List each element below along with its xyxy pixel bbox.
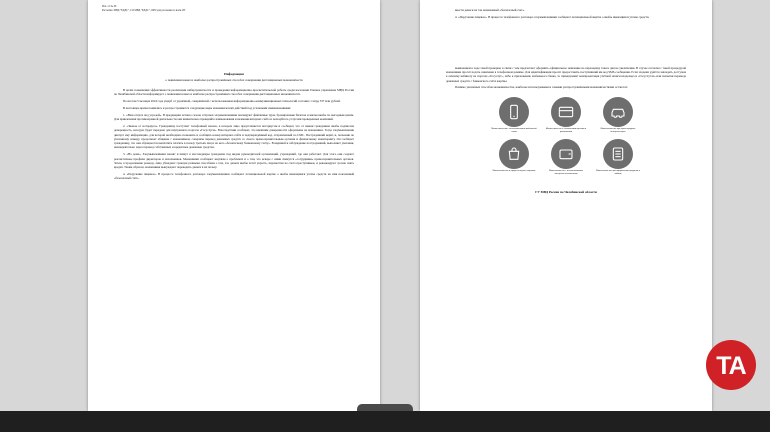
document-subtitle: о появлении новых и наиболее распространённых способах совершения дистанционных мошенничеств [165,77,303,82]
fraud-types-infographic [491,97,641,176]
paragraph: По итогам 5 месяцев 2024 года ущерб от удалённой, совершённой с использованием информационно-коммуникационных технологий составил 1 млрд 337 млн рублей. [123,99,341,104]
document-signature: ГУ МВД России по Челябинской области [535,189,597,194]
calculator-icon [603,139,633,169]
header-line-1: Исх. от № 00 [102,5,117,8]
bottom-bar [0,411,770,432]
paragraph: В настоящее время появились и распространяются следующие виды мошеннических действий под условными наименованиями: [123,105,291,110]
infographic-caption: Мошенничество при оформлении кредитов и займов [596,170,640,176]
infographic-item [595,97,641,134]
infographic-caption: Мошенничество с использованием электронных кошельков [549,170,583,176]
paragraph: выявлением в ходе такой проверки, в связи с чем предлагают оформить официальное заявление на переоценку такого дня не увеличения. В случае согласия с такой процедурой мошенники просят подать заявление в телефонном режиме. Для идентификации просят предоставить поступивший им код SMS-сообщения. Если злодеям удаётся завладеть доступом к личному кабинету на портале «Госуслуг», либо к приложению мобильного банка, то принадлежит компрометация учётной записи владельца и «Госуслугах» или попытки перевода денежных средств с банковского счёта жертвы. [446,65,686,83]
document-title: Информация [224,72,244,76]
page-header-stamp [102,5,366,13]
car-icon [603,97,633,127]
infographic-item [543,139,589,176]
watermark-text: TA [716,351,746,380]
paragraph: 4. «Поручение лицевое». В процессе телефонного разговора злоумышленники сообщают потенциальной жертве о якобы имеющимся утечке средств. [455,14,650,19]
paragraph: 3. «На дома». Злоумышленники звонят и пишут в мессенджеры гражданам под видом руководителей организаций, учреждений, где они работают. Для этого они создают реалистичные профили директоров и начальников. Мошенники сообщают жертвам о проблемах и о том, что вскоре с ними свяжутся «сотрудники» правоохранительных органов. Затем, в продолжение развода, лица убеждают граждан разными способами о том, что деньги якобы хотят украсть, переместив на счета преступников, и рекомендуют срочно взять кредит. Таким образом, мошенники вынуждают переводить деньги в их пользу. [114,152,354,170]
paragraph: В целях повышения эффективности реализации киберграмотности и проведения информационно-просветительской работы среди населения Главное управление МВД России по Челябинской области информирует о появлении новых и наиболее распространённых способах совершения дистанционных мошенничеств. [114,88,354,97]
paragraph: внести деньги на так называемый «безопасный счет». [455,8,525,12]
credit-card-icon [551,97,581,127]
infographic-item [543,97,589,134]
document-page-right[interactable] [420,0,712,411]
paragraph: 2. «Звонок от нотариуса». Гражданину поступает телефонный звонок, в котором лицо представляется нотариусом и сообщает, что от имени гражданина якобы подписана доверенность, которую будет передана для внутреннего портала «Госуслуги». Впоследствии сообщает, что внешним доверенности оформлены на мошенника. Тогда злоумышленник диктует ему информацию, для которой необходимо позвонить и сообщить номер интернет-сайта и подтверждённый код, отправленный по СМС. Пострадавший верит, и, позвонив по указанному номеру, продолжает общение с мошенником, совершая перевод денежных средств со своего правоохранительным органам и финансовому мониторингу. Он сообщает гражданину, что они обращаются выплатить платить в пользу третьих лиц и на него «безопасному банковскому счёту». В видимой и заблуждение пострадавший, выполняет указания, жизнедеятельно через перевод собственных и кредитные денежные средства. [114,123,354,150]
smartphone-icon [499,97,529,127]
shopping-bag-icon [499,139,529,169]
document-page-left[interactable] [88,0,380,411]
infographic-item [491,97,537,134]
infographic-caption: Мошенничество при купле-продаже автотранспорта [600,128,636,133]
header-line-2: Рассылка: МВД "ЕДДС", СО МВД "ЕДДС", ОРО для рассылки по всем ОУ [102,8,186,12]
infographic-caption: Мошенничество с банковскими картами и реквизитами [545,128,587,133]
infographic-item [595,139,641,176]
watermark-logo [706,340,756,390]
left-page-body [114,72,354,183]
infographic-caption: Мошенничество в сфере интернет-торговли [492,170,536,173]
wallet-icon [551,139,581,169]
infographic-caption: Мошенничество с использованием мобильной связи [491,128,537,133]
middle-gutter [380,0,420,411]
infographic-item [491,139,537,176]
paragraph: 1. «Ваш отпуск под угрозой». В преддверии летнего сезона отпусков злоумышленники маскируют фиктивные туры, бронирование билетов и жилья якобы по выгодным ценам. Для привлечения противоправной деятельности они внимательно проверяйте наименования и названия интернет-сайта и пользуйтесь услугами проверенных компаний. [114,112,354,122]
paragraph: 4. «Поручение лицевое». В процессе телефонного разговора злоумышленники сообщают потенциальной жертве о якобы имеющимся утечке средств на имя показанный «безопасный счёт». [114,172,354,181]
right-page-body [446,8,686,195]
left-gutter [0,0,88,411]
paragraph: Помимо указанных способов мошенничества, наиболее используемыми и самыми распространёнными мошенничествами остаются: [455,85,628,90]
